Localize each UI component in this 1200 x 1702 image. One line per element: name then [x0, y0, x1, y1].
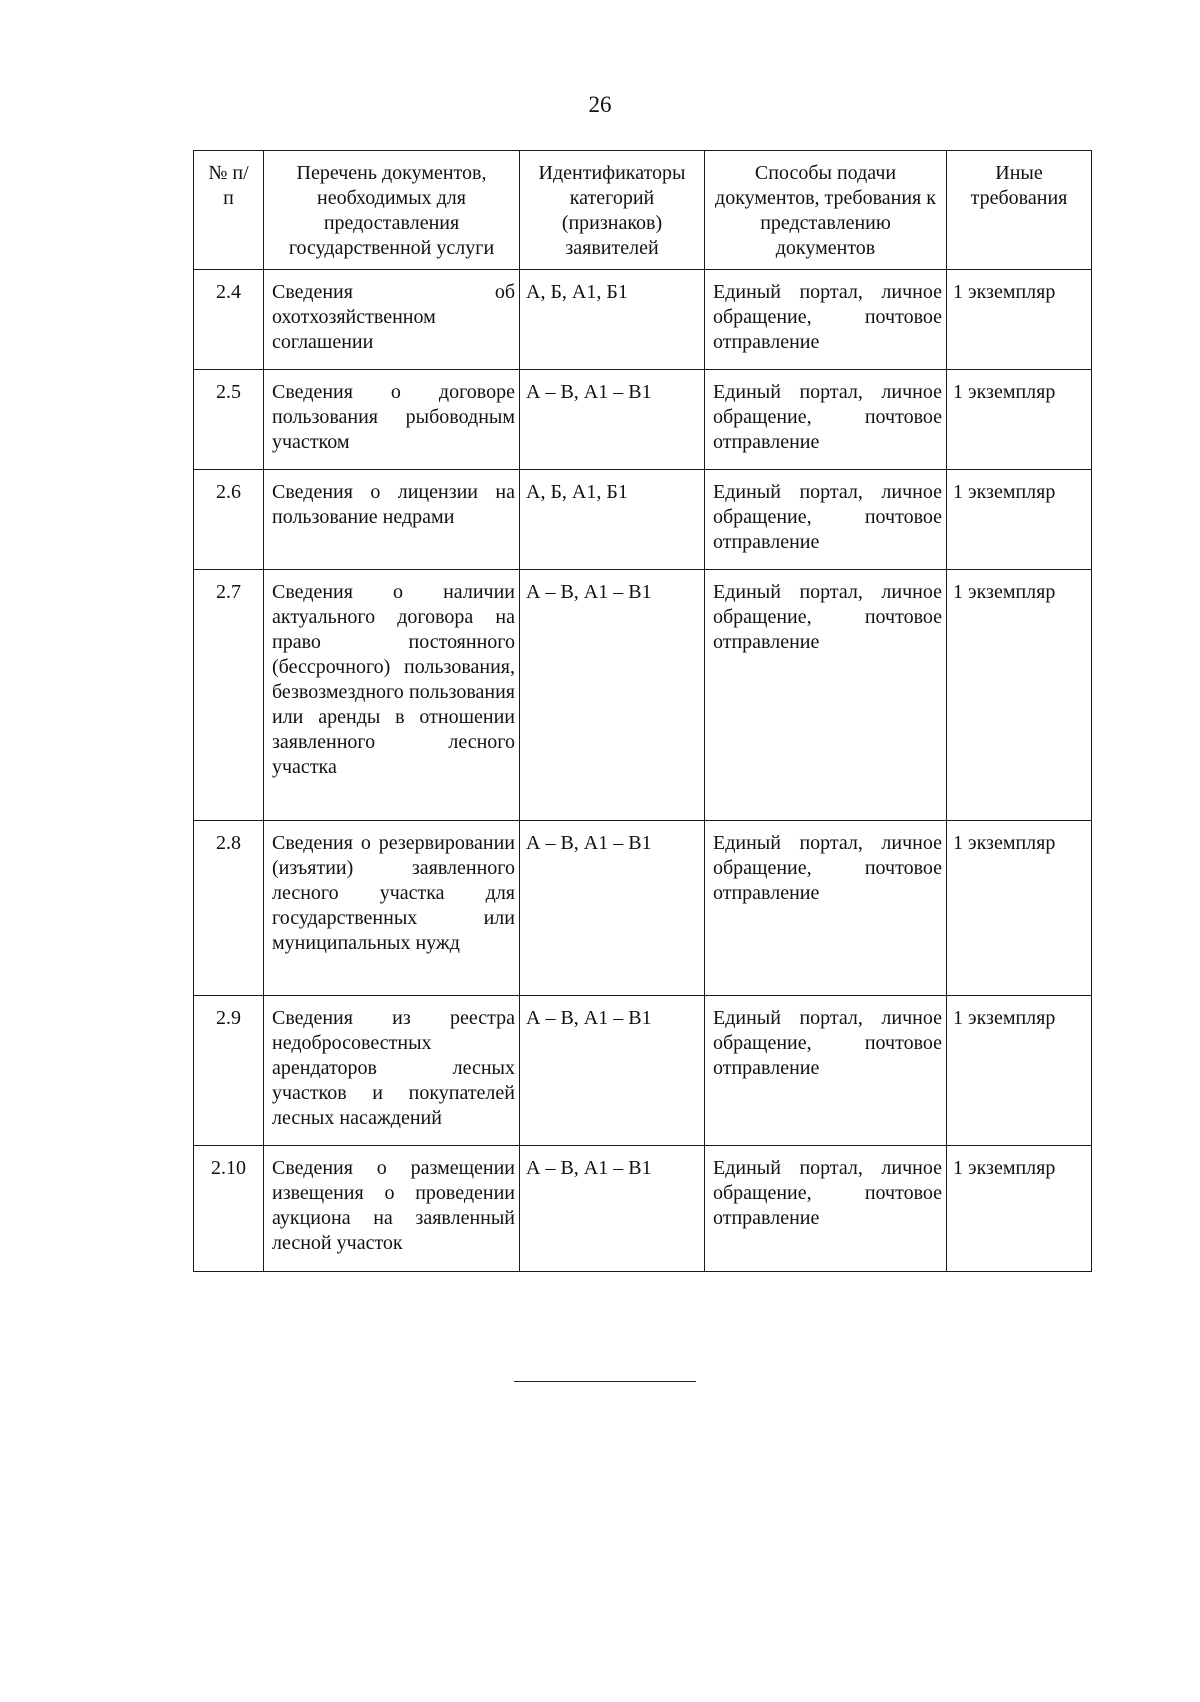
table-row [194, 996, 1092, 1146]
row-submission-methods: Единый портал, личное обращение, почтовое отправление [705, 821, 947, 996]
table-row [194, 270, 1092, 370]
row-document: Сведения из реестра недобросовестных арендаторов лесных участков и покупателей лесных насаждений [264, 996, 520, 1146]
row-document: Сведения о наличии актуального договора на право постоянного (бессрочного) пользования, безвозмездного пользования или аренды в отношении заявленного лесного участка [264, 570, 520, 821]
row-number: 2.4 [194, 270, 264, 370]
table-row [194, 821, 1092, 996]
row-categories: А – В, А1 – В1 [520, 821, 705, 996]
row-number: 2.8 [194, 821, 264, 996]
row-submission-methods: Единый портал, личное обращение, почтовое отправление [705, 570, 947, 821]
row-categories: А – В, А1 – В1 [520, 996, 705, 1146]
row-document: Сведения о лицензии на пользование недрами [264, 470, 520, 570]
row-submission-methods: Единый портал, личное обращение, почтовое отправление [705, 370, 947, 470]
row-document: Сведения о резервировании (изъятии) заявленного лесного участка для государственных или муниципальных нужд [264, 821, 520, 996]
row-number: 2.7 [194, 570, 264, 821]
row-other-requirements: 1 экземпляр [947, 370, 1092, 470]
table-row [194, 1146, 1092, 1272]
row-document: Сведения об охотхозяйственном соглашении [264, 270, 520, 370]
row-submission-methods: Единый портал, личное обращение, почтовое отправление [705, 470, 947, 570]
row-other-requirements: 1 экземпляр [947, 1146, 1092, 1272]
end-of-document-rule [514, 1381, 696, 1382]
documents-table [193, 150, 1092, 1272]
row-other-requirements: 1 экземпляр [947, 821, 1092, 996]
row-categories: А – В, А1 – В1 [520, 1146, 705, 1272]
row-document: Сведения о договоре пользования рыбоводным участком [264, 370, 520, 470]
row-categories: А – В, А1 – В1 [520, 570, 705, 821]
row-other-requirements: 1 экземпляр [947, 470, 1092, 570]
page-number: 26 [588, 92, 612, 117]
row-other-requirements: 1 экземпляр [947, 570, 1092, 821]
row-number: 2.9 [194, 996, 264, 1146]
row-document: Сведения о размещении извещения о проведении аукциона на заявленный лесной участок [264, 1146, 520, 1272]
row-categories: А, Б, А1, Б1 [520, 470, 705, 570]
row-other-requirements: 1 экземпляр [947, 996, 1092, 1146]
header-document-list: Перечень документов, необходимых для предоставления государственной услуги [264, 151, 520, 270]
table-row [194, 570, 1092, 821]
row-submission-methods: Единый портал, личное обращение, почтовое отправление [705, 1146, 947, 1272]
table-header-row [194, 151, 1092, 270]
row-submission-methods: Единый портал, личное обращение, почтовое отправление [705, 996, 947, 1146]
row-submission-methods: Единый портал, личное обращение, почтовое отправление [705, 270, 947, 370]
row-number: 2.6 [194, 470, 264, 570]
header-number: № п/п [194, 151, 264, 270]
row-number: 2.5 [194, 370, 264, 470]
row-other-requirements: 1 экземпляр [947, 270, 1092, 370]
header-submission-methods: Способы подачи документов, требования к представлению документов [705, 151, 947, 270]
header-applicant-categories: Идентификаторы категорий (признаков) заявителей [520, 151, 705, 270]
row-number: 2.10 [194, 1146, 264, 1272]
table-row [194, 470, 1092, 570]
row-categories: А, Б, А1, Б1 [520, 270, 705, 370]
row-categories: А – В, А1 – В1 [520, 370, 705, 470]
header-other-requirements: Иные требования [947, 151, 1092, 270]
table-row [194, 370, 1092, 470]
